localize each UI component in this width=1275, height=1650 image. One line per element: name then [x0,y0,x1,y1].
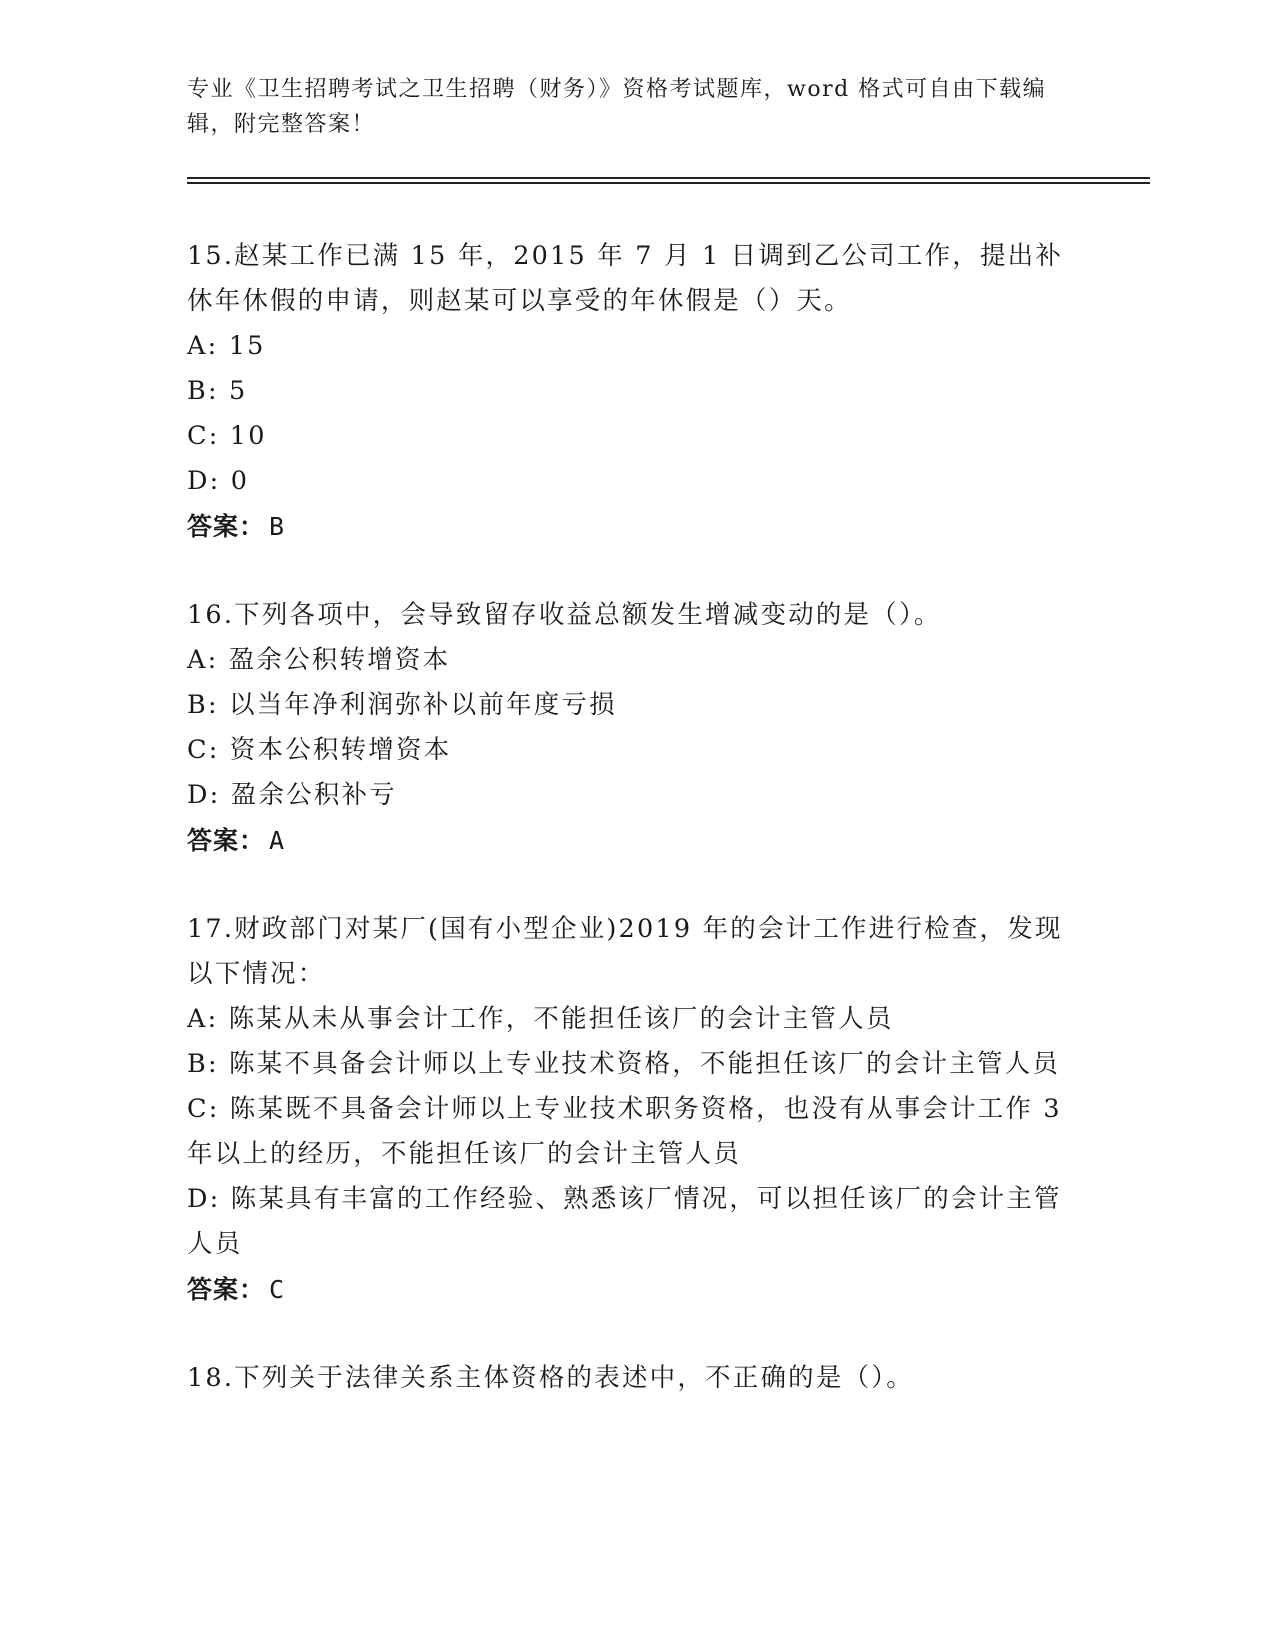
answer-label: 答案： [187,512,266,541]
answer-value: A [269,826,286,855]
option-b: B: 以当年净利润弥补以前年度亏损 [187,690,617,720]
option-c: C: 资本公积转增资本 [187,735,452,765]
question-15 [187,234,1087,549]
option-d: D: 0 [187,466,250,496]
answer-value: C [269,1275,286,1304]
answer-value: B [269,512,286,541]
question-stem: 18.下列关于法律关系主体资格的表述中，不正确的是（）。 [187,1363,914,1393]
header-divider-top [187,177,1150,179]
option-a: A: 盈余公积转增资本 [187,645,451,675]
option-a: A: 15 [187,331,266,361]
answer-label: 答案： [187,1275,266,1304]
option-b: B: 5 [187,376,248,406]
question-stem: 17.财政部门对某厂(国有小型企业)2019 年的会计工作进行检查，发现以下情况： [187,914,1063,989]
option-c: C: 陈某既不具备会计师以上专业技术职务资格，也没有从事会计工作 3 年以上的经历，不能担任该厂的会计主管人员 [187,1094,1073,1169]
option-b: B: 陈某不具备会计师以上专业技术资格，不能担任该厂的会计主管人员 [187,1049,1061,1079]
question-16 [187,593,1087,863]
option-d: D: 盈余公积补亏 [187,780,397,810]
question-stem: 16.下列各项中，会导致留存收益总额发生增减变动的是（）。 [187,600,942,630]
answer-line [187,818,1087,863]
answer-line [187,504,1087,549]
option-d: D: 陈某具有丰富的工作经验、熟悉该厂情况，可以担任该厂的会计主管人员 [187,1184,1062,1259]
answer-label: 答案： [187,826,266,855]
document-header: 专业《卫生招聘考试之卫生招聘（财务）》资格考试题库，word 格式可自由下载编辑，附完整答案！ [187,77,1047,137]
question-18 [187,1356,1087,1401]
option-a: A: 陈某从未从事会计工作，不能担任该厂的会计主管人员 [187,1004,894,1034]
question-17 [187,907,1087,1312]
question-list [187,234,1087,1401]
header-divider-bottom [187,182,1150,184]
question-stem: 15.赵某工作已满 15 年，2015 年 7 月 1 日调到乙公司工作，提出补休年休假的申请，则赵某可以享受的年休假是（）天。 [187,241,1064,316]
answer-line [187,1267,1087,1312]
option-c: C: 10 [187,421,267,451]
